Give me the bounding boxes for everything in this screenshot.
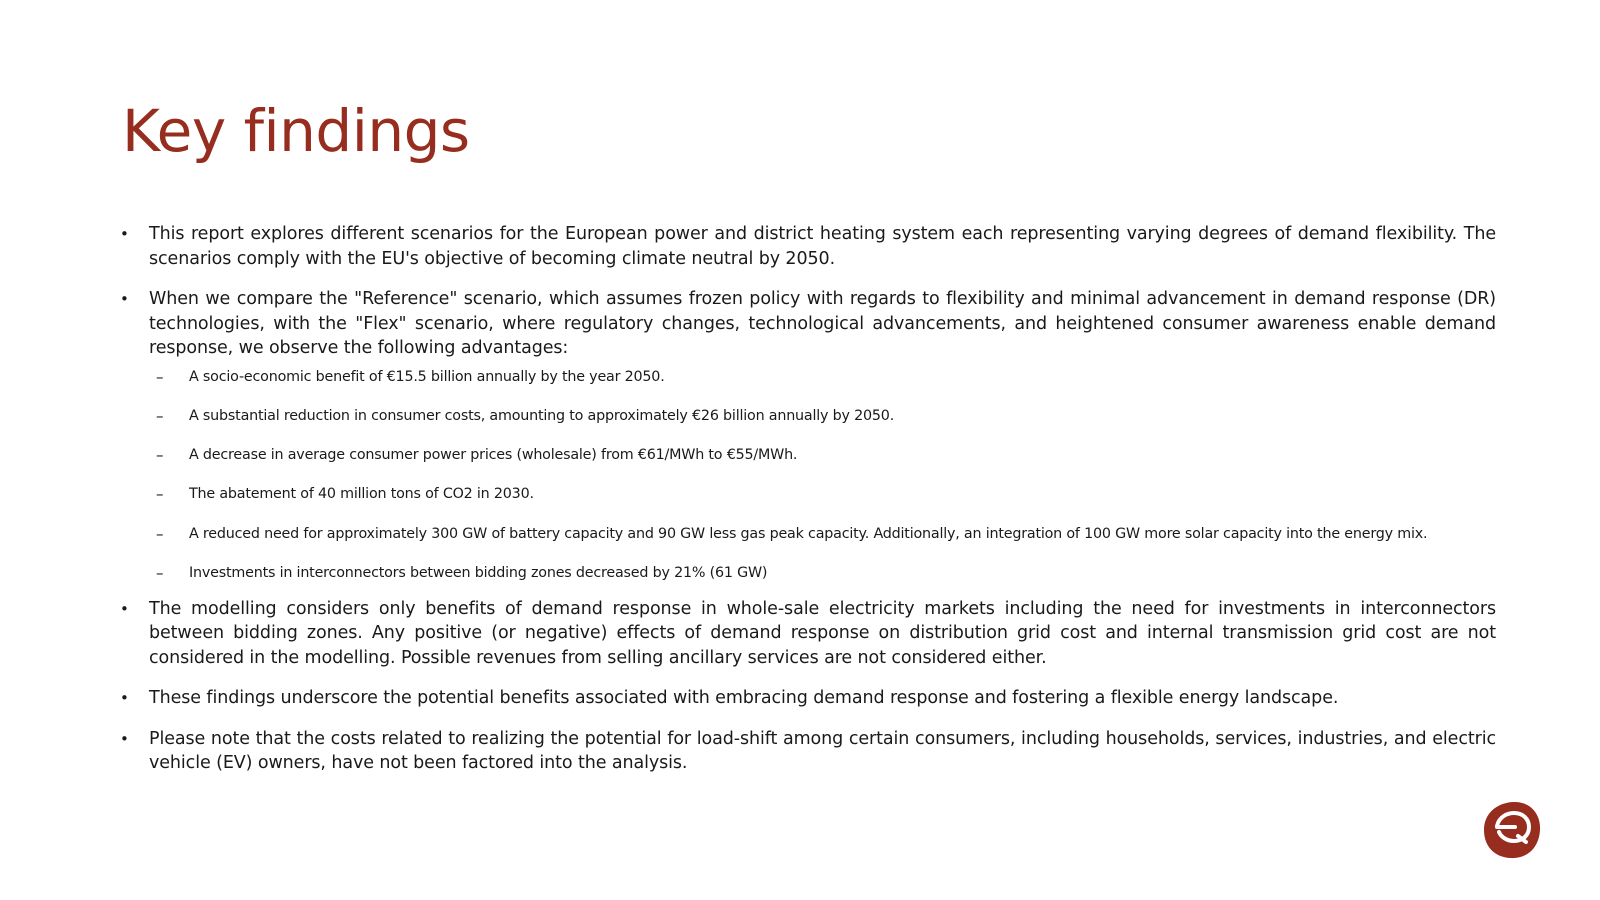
page-title: Key findings — [122, 97, 470, 165]
sub-list-item: – A substantial reduction in consumer costs, amounting to approximately €26 billion annually by 2050. — [120, 406, 1496, 426]
logo-blob — [1484, 802, 1540, 858]
findings-list — [120, 222, 1496, 792]
bullet-item: • The modelling considers only benefits of demand response in whole-sale electricity markets including the need for investments in interconnectors between bidding zones. Any positive (or negative) effects of demand response on distribution grid cost and internal transmission grid cost are not considered in the modelling. Possible revenues from selling ancillary services are not considered either. — [120, 597, 1496, 671]
bullet-item: • This report explores different scenarios for the European power and district heating system each representing varying degrees of demand flexibility. The scenarios comply with the EU's objective of becoming climate neutral by 2050. — [120, 222, 1496, 271]
sub-list-item: – Investments in interconnectors between bidding zones decreased by 21% (61 GW) — [120, 563, 1496, 583]
bullet-item: • When we compare the "Reference" scenario, which assumes frozen policy with regards to flexibility and minimal advancement in demand response (DR) technologies, with the "Flex" scenario, where regulatory changes, technological advancements, and heightened consumer awareness enable demand response, we observe the following advantages: — [120, 287, 1496, 361]
sub-list-item: – A reduced need for approximately 300 GW of battery capacity and 90 GW less gas peak capacity. Additionally, an integration of 100 GW more solar capacity into the energy mix. — [120, 524, 1496, 544]
bullet-item: • Please note that the costs related to realizing the potential for load-shift among certain consumers, including households, services, industries, and electric vehicle (EV) owners, have not been factored into the analysis. — [120, 727, 1496, 776]
ea-logo-icon — [1482, 800, 1542, 860]
advantages-sublist — [120, 367, 1496, 583]
sub-list-item: – The abatement of 40 million tons of CO2 in 2030. — [120, 484, 1496, 504]
sub-list-item: – A decrease in average consumer power prices (wholesale) from €61/MWh to €55/MWh. — [120, 445, 1496, 465]
logo-graphic — [1482, 800, 1542, 860]
bullet-item: • These findings underscore the potential benefits associated with embracing demand response and fostering a flexible energy landscape. — [120, 686, 1496, 711]
sub-list-item: – A socio-economic benefit of €15.5 billion annually by the year 2050. — [120, 367, 1496, 387]
